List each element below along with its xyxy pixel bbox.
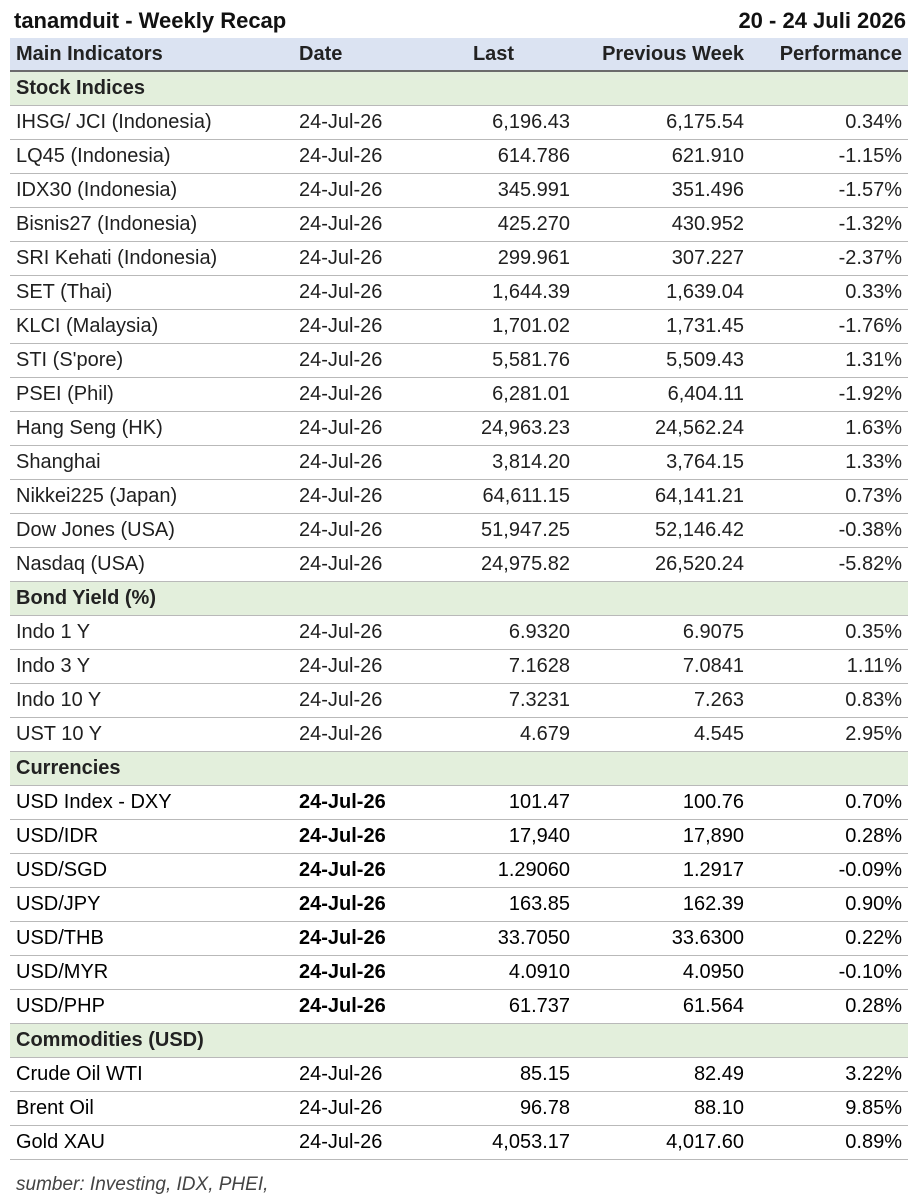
column-header-last: Last xyxy=(411,38,576,71)
indicator-name: USD/JPY xyxy=(10,888,293,922)
indicator-previous-week: 52,146.42 xyxy=(576,514,750,548)
report-period: 20 - 24 Juli 2026 xyxy=(738,8,906,33)
indicator-last: 24,963.23 xyxy=(411,412,576,446)
indicator-performance: -1.15% xyxy=(750,140,908,174)
indicator-date: 24-Jul-26 xyxy=(293,174,411,208)
section-title: Currencies xyxy=(10,752,908,786)
indicator-last: 7.1628 xyxy=(411,650,576,684)
indicator-previous-week: 162.39 xyxy=(576,888,750,922)
indicator-name: UST 10 Y xyxy=(10,718,293,752)
table-row xyxy=(10,378,908,412)
indicator-date: 24-Jul-26 xyxy=(293,786,411,820)
indicator-date: 24-Jul-26 xyxy=(293,344,411,378)
indicator-date: 24-Jul-26 xyxy=(293,412,411,446)
indicator-name: Nasdaq (USA) xyxy=(10,548,293,582)
indicator-last: 4.0910 xyxy=(411,956,576,990)
source-note: sumber: Investing, IDX, PHEI, xyxy=(16,1174,269,1195)
indicator-performance: 0.89% xyxy=(750,1126,908,1160)
indicator-performance: 9.85% xyxy=(750,1092,908,1126)
indicator-name: Indo 3 Y xyxy=(10,650,293,684)
indicator-previous-week: 307.227 xyxy=(576,242,750,276)
indicator-last: 96.78 xyxy=(411,1092,576,1126)
indicator-date: 24-Jul-26 xyxy=(293,956,411,990)
indicator-performance: -1.76% xyxy=(750,310,908,344)
indicator-date: 24-Jul-26 xyxy=(293,276,411,310)
indicator-previous-week: 1,731.45 xyxy=(576,310,750,344)
indicator-last: 24,975.82 xyxy=(411,548,576,582)
indicator-name: IHSG/ JCI (Indonesia) xyxy=(10,106,293,140)
indicator-last: 6,281.01 xyxy=(411,378,576,412)
indicator-name: KLCI (Malaysia) xyxy=(10,310,293,344)
indicator-date: 24-Jul-26 xyxy=(293,106,411,140)
indicator-date: 24-Jul-26 xyxy=(293,480,411,514)
indicator-previous-week: 430.952 xyxy=(576,208,750,242)
indicator-name: Brent Oil xyxy=(10,1092,293,1126)
table-row xyxy=(10,888,908,922)
indicator-last: 33.7050 xyxy=(411,922,576,956)
indicator-name: Gold XAU xyxy=(10,1126,293,1160)
indicator-date: 24-Jul-26 xyxy=(293,820,411,854)
table-row xyxy=(10,820,908,854)
indicator-name: IDX30 (Indonesia) xyxy=(10,174,293,208)
indicator-date: 24-Jul-26 xyxy=(293,208,411,242)
indicator-previous-week: 24,562.24 xyxy=(576,412,750,446)
indicator-date: 24-Jul-26 xyxy=(293,990,411,1024)
section-header-row xyxy=(10,71,908,106)
indicator-last: 425.270 xyxy=(411,208,576,242)
indicator-previous-week: 4.0950 xyxy=(576,956,750,990)
section-title: Commodities (USD) xyxy=(10,1024,908,1058)
table-row xyxy=(10,480,908,514)
indicator-performance: -0.38% xyxy=(750,514,908,548)
indicator-previous-week: 4.545 xyxy=(576,718,750,752)
indicator-date: 24-Jul-26 xyxy=(293,684,411,718)
indicator-previous-week: 6,175.54 xyxy=(576,106,750,140)
table-row xyxy=(10,514,908,548)
column-header-previous-week: Previous Week xyxy=(576,38,750,71)
indicator-previous-week: 621.910 xyxy=(576,140,750,174)
indicator-last: 4,053.17 xyxy=(411,1126,576,1160)
indicator-previous-week: 26,520.24 xyxy=(576,548,750,582)
indicator-name: Nikkei225 (Japan) xyxy=(10,480,293,514)
indicator-name: USD Index - DXY xyxy=(10,786,293,820)
table-row xyxy=(10,344,908,378)
indicator-performance: 0.35% xyxy=(750,616,908,650)
indicator-performance: -2.37% xyxy=(750,242,908,276)
indicator-name: LQ45 (Indonesia) xyxy=(10,140,293,174)
indicator-last: 4.679 xyxy=(411,718,576,752)
indicator-performance: 0.28% xyxy=(750,820,908,854)
table-row xyxy=(10,684,908,718)
indicator-previous-week: 17,890 xyxy=(576,820,750,854)
indicator-date: 24-Jul-26 xyxy=(293,140,411,174)
indicator-date: 24-Jul-26 xyxy=(293,242,411,276)
table-row xyxy=(10,106,908,140)
table-row xyxy=(10,1126,908,1160)
section-title: Bond Yield (%) xyxy=(10,582,908,616)
indicator-name: USD/THB xyxy=(10,922,293,956)
indicator-date: 24-Jul-26 xyxy=(293,514,411,548)
indicator-date: 24-Jul-26 xyxy=(293,616,411,650)
table-header-row xyxy=(10,38,908,71)
indicator-last: 85.15 xyxy=(411,1058,576,1092)
indicator-last: 7.3231 xyxy=(411,684,576,718)
indicator-last: 1,701.02 xyxy=(411,310,576,344)
table-row xyxy=(10,140,908,174)
indicator-name: Dow Jones (USA) xyxy=(10,514,293,548)
indicator-performance: 1.31% xyxy=(750,344,908,378)
column-header-main-indicators: Main Indicators xyxy=(10,38,293,71)
indicator-previous-week: 82.49 xyxy=(576,1058,750,1092)
indicator-previous-week: 1,639.04 xyxy=(576,276,750,310)
indicator-name: Indo 10 Y xyxy=(10,684,293,718)
indicator-last: 345.991 xyxy=(411,174,576,208)
indicator-name: Hang Seng (HK) xyxy=(10,412,293,446)
indicator-last: 3,814.20 xyxy=(411,446,576,480)
indicator-performance: -1.57% xyxy=(750,174,908,208)
indicator-date: 24-Jul-26 xyxy=(293,548,411,582)
indicator-previous-week: 7.0841 xyxy=(576,650,750,684)
indicator-name: Indo 1 Y xyxy=(10,616,293,650)
indicator-date: 24-Jul-26 xyxy=(293,378,411,412)
indicator-previous-week: 61.564 xyxy=(576,990,750,1024)
indicator-name: Shanghai xyxy=(10,446,293,480)
weekly-recap-table xyxy=(10,38,908,1160)
indicator-previous-week: 351.496 xyxy=(576,174,750,208)
indicator-last: 61.737 xyxy=(411,990,576,1024)
report-title: tanamduit - Weekly Recap xyxy=(14,8,287,33)
table-body xyxy=(10,71,908,1160)
indicator-previous-week: 64,141.21 xyxy=(576,480,750,514)
indicator-performance: -5.82% xyxy=(750,548,908,582)
indicator-name: USD/PHP xyxy=(10,990,293,1024)
indicator-performance: 0.22% xyxy=(750,922,908,956)
indicator-performance: 0.33% xyxy=(750,276,908,310)
table-row xyxy=(10,548,908,582)
indicator-performance: 3.22% xyxy=(750,1058,908,1092)
indicator-last: 163.85 xyxy=(411,888,576,922)
indicator-date: 24-Jul-26 xyxy=(293,922,411,956)
indicator-last: 5,581.76 xyxy=(411,344,576,378)
indicator-previous-week: 1.2917 xyxy=(576,854,750,888)
indicator-performance: 0.90% xyxy=(750,888,908,922)
indicator-previous-week: 6.9075 xyxy=(576,616,750,650)
indicator-name: USD/MYR xyxy=(10,956,293,990)
section-header-row xyxy=(10,1024,908,1058)
table-row xyxy=(10,208,908,242)
indicator-performance: 0.34% xyxy=(750,106,908,140)
indicator-last: 6.9320 xyxy=(411,616,576,650)
indicator-previous-week: 5,509.43 xyxy=(576,344,750,378)
indicator-name: USD/SGD xyxy=(10,854,293,888)
indicator-date: 24-Jul-26 xyxy=(293,1126,411,1160)
indicator-previous-week: 3,764.15 xyxy=(576,446,750,480)
indicator-previous-week: 88.10 xyxy=(576,1092,750,1126)
table-row xyxy=(10,786,908,820)
indicator-name: STI (S'pore) xyxy=(10,344,293,378)
indicator-date: 24-Jul-26 xyxy=(293,718,411,752)
indicator-performance: 0.83% xyxy=(750,684,908,718)
indicator-name: SRI Kehati (Indonesia) xyxy=(10,242,293,276)
section-header-row xyxy=(10,752,908,786)
section-title: Stock Indices xyxy=(10,71,908,106)
table-row xyxy=(10,922,908,956)
table-row xyxy=(10,1092,908,1126)
indicator-last: 299.961 xyxy=(411,242,576,276)
indicator-performance: 1.63% xyxy=(750,412,908,446)
indicator-performance: -1.32% xyxy=(750,208,908,242)
indicator-performance: 2.95% xyxy=(750,718,908,752)
indicator-previous-week: 7.263 xyxy=(576,684,750,718)
table-row xyxy=(10,412,908,446)
indicator-last: 51,947.25 xyxy=(411,514,576,548)
table-row xyxy=(10,616,908,650)
indicator-date: 24-Jul-26 xyxy=(293,446,411,480)
indicator-previous-week: 4,017.60 xyxy=(576,1126,750,1160)
indicator-performance: -0.10% xyxy=(750,956,908,990)
indicator-name: USD/IDR xyxy=(10,820,293,854)
table-row xyxy=(10,310,908,344)
indicator-performance: 1.33% xyxy=(750,446,908,480)
indicator-performance: 0.70% xyxy=(750,786,908,820)
indicator-name: Crude Oil WTI xyxy=(10,1058,293,1092)
indicator-previous-week: 100.76 xyxy=(576,786,750,820)
indicator-last: 64,611.15 xyxy=(411,480,576,514)
indicator-last: 17,940 xyxy=(411,820,576,854)
table-row xyxy=(10,956,908,990)
indicator-date: 24-Jul-26 xyxy=(293,1058,411,1092)
indicator-performance: -0.09% xyxy=(750,854,908,888)
indicator-date: 24-Jul-26 xyxy=(293,854,411,888)
indicator-last: 614.786 xyxy=(411,140,576,174)
table-row xyxy=(10,650,908,684)
indicator-performance: 0.28% xyxy=(750,990,908,1024)
indicator-date: 24-Jul-26 xyxy=(293,310,411,344)
indicator-last: 101.47 xyxy=(411,786,576,820)
indicator-name: Bisnis27 (Indonesia) xyxy=(10,208,293,242)
column-header-date: Date xyxy=(293,38,411,71)
table-row xyxy=(10,990,908,1024)
indicator-previous-week: 6,404.11 xyxy=(576,378,750,412)
indicator-date: 24-Jul-26 xyxy=(293,888,411,922)
indicator-date: 24-Jul-26 xyxy=(293,1092,411,1126)
indicator-last: 1.29060 xyxy=(411,854,576,888)
indicator-previous-week: 33.6300 xyxy=(576,922,750,956)
indicator-date: 24-Jul-26 xyxy=(293,650,411,684)
indicator-name: SET (Thai) xyxy=(10,276,293,310)
table-row xyxy=(10,276,908,310)
indicator-performance: 1.11% xyxy=(750,650,908,684)
table-row xyxy=(10,1058,908,1092)
indicator-last: 1,644.39 xyxy=(411,276,576,310)
indicator-performance: -1.92% xyxy=(750,378,908,412)
table-row xyxy=(10,718,908,752)
section-header-row xyxy=(10,582,908,616)
column-header-performance: Performance xyxy=(750,38,908,71)
indicator-last: 6,196.43 xyxy=(411,106,576,140)
table-row xyxy=(10,854,908,888)
table-row xyxy=(10,174,908,208)
table-row xyxy=(10,242,908,276)
indicator-performance: 0.73% xyxy=(750,480,908,514)
report-title-bar xyxy=(10,4,908,38)
indicator-name: PSEI (Phil) xyxy=(10,378,293,412)
table-row xyxy=(10,446,908,480)
